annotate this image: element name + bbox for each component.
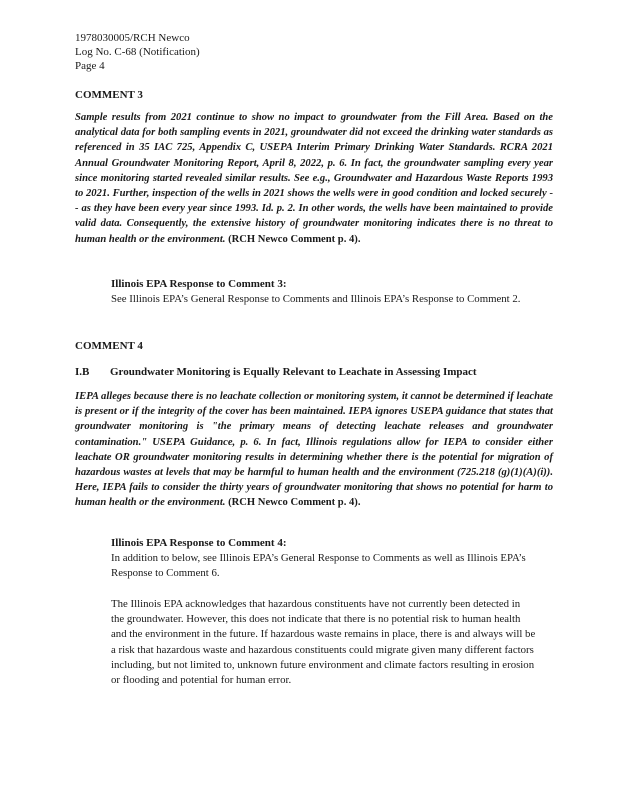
comment-3-text: Sample results from 2021 continue to show no impact to groundwater from the Fill Area. Based on the analytical data for both sampling events in 2021, groundwater did not exceed the drinking water standards as referenced in 35 IAC 725, Appendix C, USEPA Interim Primary Drinking Water Standards. RCRA 2021 Annual Groundwater Monitoring Report, April 8, 2022, p. 6. In fact, the groundwater sampling every year since monitoring started revealed similar results. See e.g., Groundwater and Hazardous Waste Reports 1993 to 2021. Further, inspection of the wells in 2021 shows the wells were in good condition and locked securely -- as they have been every year since 1993. Id. p. 2. In other words, the wells have been maintained to provide valid data. Consequently, the extensive history of groundwater monitoring indicates there is no threat to human health or the environment. [75, 112, 553, 245]
header-log-number: Log No. C-68 (Notification) [75, 46, 200, 58]
comment-3-body [75, 110, 553, 247]
comment-3-citation: (RCH Newco Comment p. 4). [228, 233, 361, 245]
comment-4-text: IEPA alleges because there is no leachate collection or monitoring system, it cannot be determined if leachate is present or if the integrity of the cover has been maintained. IEPA ignores USEPA guidance that states that groundwater monitoring is "the primary means of detecting leachate releases and groundwater contamination." USEPA Guidance, p. 6. In fact, Illinois regulations allow for IEPA to consider either leachate OR groundwater monitoring results in determining whether there is the potential for migration of hazardous wastes at levels that may be harmful to human health and the environment (725.218 (g)(1)(A)(i)). Here, IEPA fails to consider the thirty years of groundwater monitoring that shows no potential for harm to human health or the environment. [75, 391, 553, 509]
comment-3-heading: COMMENT 3 [75, 89, 143, 101]
response-4-intro: In addition to below, see Illinois EPA’s General Response to Comments as well as Illinois EPA’s Response to Comment 6. [111, 552, 526, 580]
section-number: I.B [75, 366, 90, 378]
response-4-heading: Illinois EPA Response to Comment 4: [111, 537, 287, 549]
header-file-number: 1978030005/RCH Newco [75, 32, 190, 44]
section-title: Groundwater Monitoring is Equally Relevant to Leachate in Assessing Impact [110, 366, 477, 378]
comment-4-heading: COMMENT 4 [75, 340, 143, 352]
header-page-number: Page 4 [75, 60, 105, 72]
comment-4-body [75, 389, 553, 511]
page-header [75, 31, 200, 73]
response-3-body: See Illinois EPA’s General Response to Comments and Illinois EPA’s Response to Comment 2. [111, 293, 521, 305]
response-4-body: The Illinois EPA acknowledges that hazardous constituents have not currently been detected in the groundwater. However, this does not indicate that there is no potential risk to human health and the environment in the future. If hazardous waste remains in place, there is and always will be a risk that hazardous waste and hazardous constituents could migrate given many different factors including, but not limited to, unknown future environment and climate factors resulting in erosion or flooding and potential for human error. [111, 598, 536, 687]
comment-4-citation: (RCH Newco Comment p. 4). [228, 497, 361, 509]
response-3-heading: Illinois EPA Response to Comment 3: [111, 278, 287, 290]
